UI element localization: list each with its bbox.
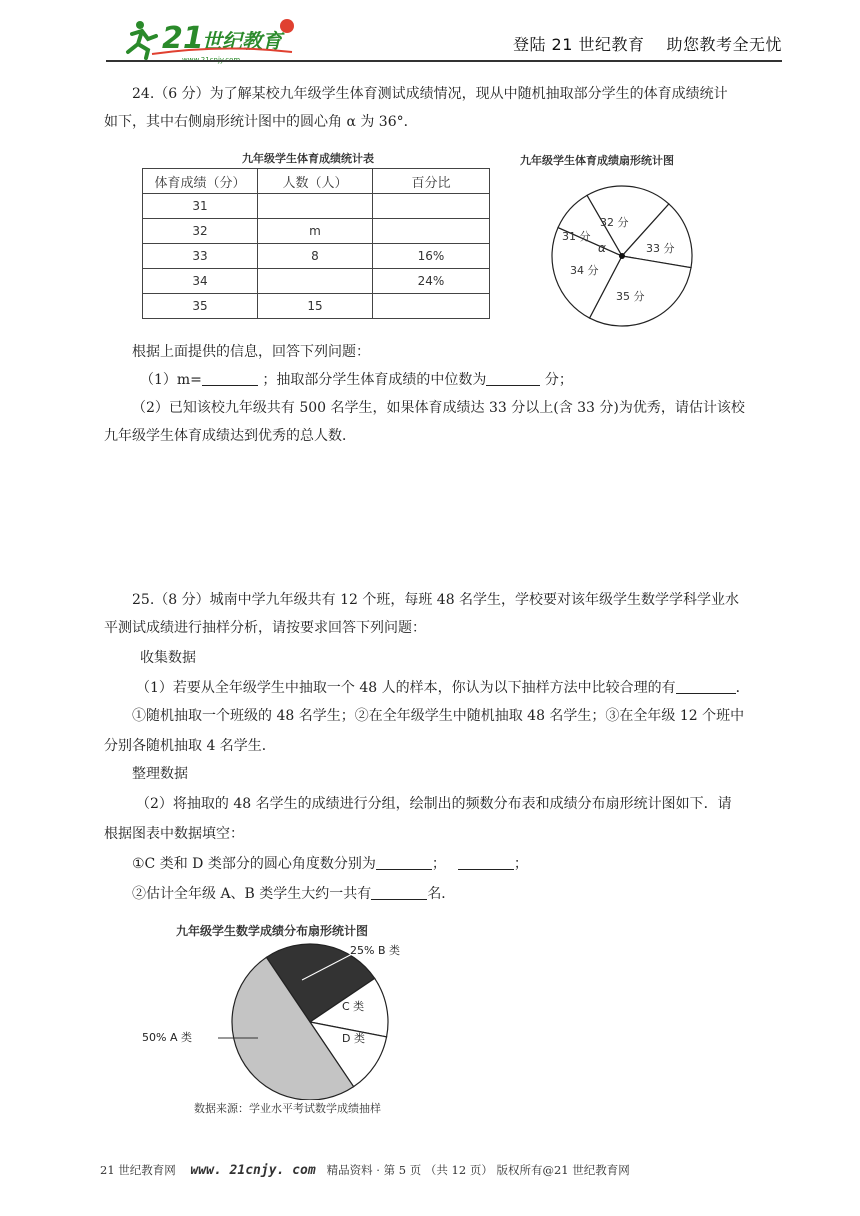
- math-pie-chart: [140, 940, 440, 1100]
- table-cell: [373, 219, 490, 244]
- table-cell: 32: [143, 219, 258, 244]
- q25-part1-end: ．: [735, 680, 750, 696]
- table-cell: 31: [143, 194, 258, 219]
- table-cell: [373, 294, 490, 319]
- q24-part1-c: 分；: [544, 372, 573, 388]
- pie-label-34: 34 分: [570, 264, 599, 277]
- q25-part2-2: 根据图表中数据填空：: [104, 826, 244, 842]
- q24-part1-b: ；抽取部分学生体育成绩的中位数为: [262, 372, 487, 388]
- table-row: [143, 194, 490, 219]
- table-cell: 24%: [373, 269, 490, 294]
- answer-blank-ab-count[interactable]: [371, 883, 427, 900]
- score-table: [142, 168, 490, 319]
- table-cell: m: [258, 219, 373, 244]
- q25-fill1-a: ①C 类和 D 类部分的圆心角度数分别为: [132, 856, 376, 872]
- q24-intro-1: 24.（6 分）为了解某校九年级学生体育测试成绩情况，现从中随机抽取部分学生的体育成绩统计: [132, 86, 728, 102]
- table-cell: 33: [143, 244, 258, 269]
- q25-collect: 收集数据: [140, 650, 196, 666]
- q25-organize: 整理数据: [132, 766, 188, 782]
- q25-part1: [136, 674, 750, 702]
- footer-url[interactable]: www. 21cnjy. com: [190, 1163, 316, 1178]
- label-a: 50% A 类: [142, 1031, 192, 1044]
- table-cell: [258, 269, 373, 294]
- label-c: C 类: [342, 1000, 365, 1013]
- slogan-1: 登陆 21 世纪教育: [512, 35, 645, 54]
- footer-left: 21 世纪教育网: [100, 1163, 176, 1177]
- answer-blank-m[interactable]: [202, 369, 258, 386]
- table-cell: 8: [258, 244, 373, 269]
- q25-fill1: [132, 850, 528, 878]
- logo-21: 21: [162, 21, 204, 56]
- table-header: 百分比: [373, 169, 490, 194]
- svg-text:世纪教育: 世纪教育: [202, 29, 282, 53]
- pie-label-32: 32 分: [600, 216, 629, 229]
- table-cell: 35: [143, 294, 258, 319]
- pie-label-31: 31 分: [562, 230, 591, 243]
- q25-intro-1: 25.（8 分）城南中学九年级共有 12 个班，每班 48 名学生，学校要对该年级学生数学学科学业水: [132, 592, 740, 608]
- q24-prompt: 根据上面提供的信息，回答下列问题：: [132, 344, 370, 360]
- header-rule: [106, 60, 782, 62]
- table-row: [143, 244, 490, 269]
- q24-part1: [140, 366, 573, 394]
- runner-icon: [128, 21, 156, 58]
- table-header: 人数（人）: [258, 169, 373, 194]
- footer-right: 精品资料 · 第 5 页 （共 12 页） 版权所有@21 世纪教育网: [326, 1163, 630, 1177]
- q25-fill1-c: ；: [513, 856, 528, 872]
- slogan-2: 助您教考全无忧: [666, 35, 782, 54]
- label-d: D 类: [342, 1032, 365, 1045]
- table-row: [143, 294, 490, 319]
- q24-part1-a: （1）m=: [140, 372, 202, 388]
- q25-options-1: ①随机抽取一个班级的 48 名学生；②在全年级学生中随机抽取 48 名学生；③在全年级 12 个班中: [132, 708, 745, 724]
- q25-fill1-b: ；: [431, 856, 446, 872]
- table-header-row: [143, 169, 490, 194]
- table-cell: 16%: [373, 244, 490, 269]
- sport-pie-chart: [548, 182, 696, 330]
- table-row: [143, 219, 490, 244]
- answer-blank-sampling[interactable]: [676, 677, 736, 694]
- answer-blank-median[interactable]: [486, 369, 540, 386]
- q24-pie-title: 九年级学生体育成绩扇形统计图: [520, 154, 674, 167]
- site-logo: [112, 12, 312, 64]
- q25-fill2-b: 名．: [427, 886, 456, 902]
- q24-part2-2: 九年级学生体育成绩达到优秀的总人数．: [104, 428, 356, 444]
- label-b: 25% B 类: [350, 944, 400, 957]
- pie-label-alpha: α: [598, 241, 606, 255]
- q25-part1-text: （1）若要从全年级学生中抽取一个 48 人的样本，你认为以下抽样方法中比较合理的有: [136, 680, 676, 696]
- q25-fill2-a: ②估计全年级 A、B 类学生大约一共有: [132, 886, 372, 902]
- pie-center-dot: [619, 253, 625, 259]
- q25-part2-1: （2）将抽取的 48 名学生的成绩进行分组，绘制出的频数分布表和成绩分布扇形统计图如下．请: [136, 796, 732, 812]
- q24-table-title: 九年级学生体育成绩统计表: [242, 152, 374, 165]
- table-cell: [373, 194, 490, 219]
- pie-label-33: 33 分: [646, 242, 675, 255]
- q24-part2-1: （2）已知该校九年级共有 500 名学生，如果体育成绩达 33 分以上(含 33 分)为优秀，请估计该校: [132, 400, 745, 416]
- answer-blank-d-angle[interactable]: [458, 853, 514, 870]
- table-header: 体育成绩（分）: [143, 169, 258, 194]
- q25-pie-title: 九年级学生数学成绩分布扇形统计图: [176, 924, 369, 938]
- pie-label-35: 35 分: [616, 290, 645, 303]
- header-slogan: [491, 32, 782, 55]
- q24-intro-2: 如下，其中右侧扇形统计图中的圆心角 α 为 36°．: [104, 114, 418, 130]
- table-cell: [258, 194, 373, 219]
- q25-source: 数据来源：学业水平考试数学成绩抽样: [194, 1102, 381, 1115]
- answer-blank-c-angle[interactable]: [376, 853, 432, 870]
- table-cell: 15: [258, 294, 373, 319]
- q25-options-2: 分别各随机抽取 4 名学生．: [104, 738, 276, 754]
- q25-fill2: [132, 880, 455, 908]
- q25-intro-2: 平测试成绩进行抽样分析，请按要求回答下列问题：: [104, 620, 426, 636]
- table-cell: 34: [143, 269, 258, 294]
- table-row: [143, 269, 490, 294]
- page-footer: [100, 1162, 630, 1178]
